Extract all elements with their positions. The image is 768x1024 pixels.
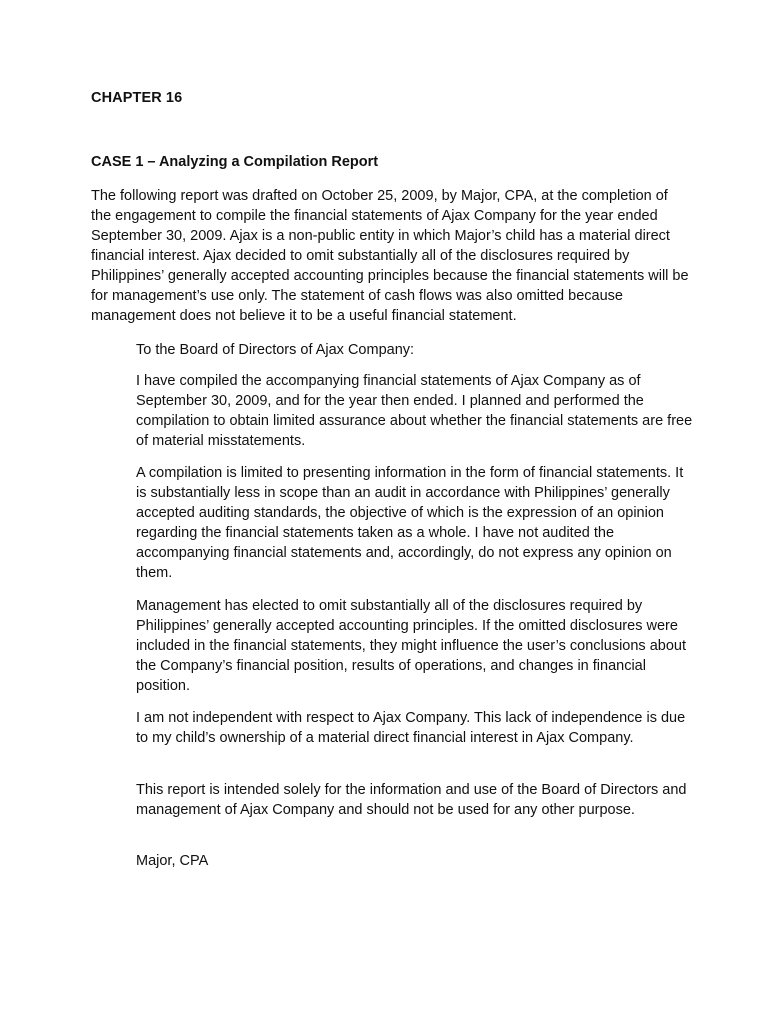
- report-paragraph-2: A compilation is limited to presenting information in the form of financial statements. It is substantially less in scope than an audit in accordance with Philippines’ generally accepted auditing standards, the objective of which is the expression of an opinion regarding the financial statements taken as a whole. I have not audited the accompanying financial statements and, accordingly, do not express any opinion on them.: [136, 465, 684, 581]
- intro-paragraph: The following report was drafted on October 25, 2009, by Major, CPA, at the completion of the engagement to compile the financial statements of Ajax Company for the year ended September 30, 2009. Ajax is a non-public entity in which Major’s child has a material direct financial interest. Ajax decided to omit substantially all of the disclosures required by Philippines’ generally accepted accounting principles because the financial statements will be for management’s use only. The statement of cash flows was also omitted because management does not believe it to be a useful financial statement.: [91, 188, 689, 324]
- report-paragraph-4: I am not independent with respect to Ajax Company. This lack of independence is due to my child’s ownership of a material direct financial interest in Ajax Company.: [136, 710, 686, 746]
- report-paragraph-3: Management has elected to omit substantially all of the disclosures required by Philippines’ generally accepted accounting principles. If the omitted disclosures were included in the financial statements, they might influence the user’s conclusions about the Company’s financial position, results of operations, and changes in financial position.: [136, 598, 686, 694]
- report-signature: Major, CPA: [136, 853, 209, 869]
- chapter-heading: CHAPTER 16: [91, 90, 183, 106]
- report-paragraph-1: I have compiled the accompanying financial statements of Ajax Company as of September 30, 2009, and for the year then ended. I planned and performed the compilation to obtain limited assurance about whether the financial statements are free of material misstatements.: [136, 373, 693, 449]
- report-paragraph-5: This report is intended solely for the information and use of the Board of Directors and management of Ajax Company and should not be used for any other purpose.: [136, 782, 687, 818]
- case-title: CASE 1 – Analyzing a Compilation Report: [91, 154, 379, 170]
- report-salutation: To the Board of Directors of Ajax Company:: [136, 342, 415, 358]
